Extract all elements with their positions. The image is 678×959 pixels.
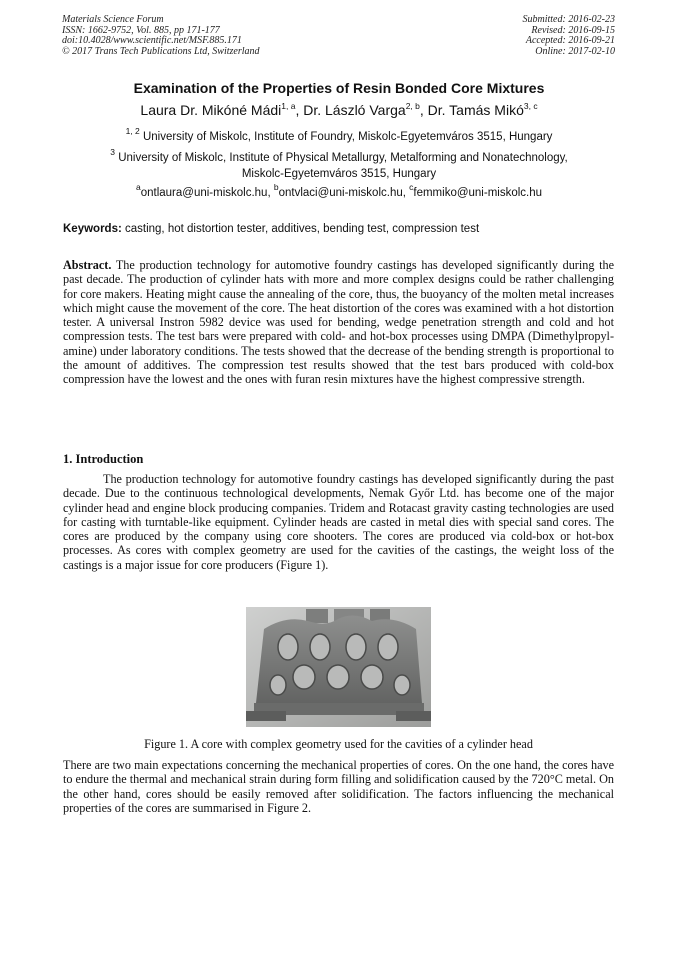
issn-line: ISSN: 1662-9752, Vol. 885, pp 171-177 (62, 24, 220, 36)
revised-date: Revised: 2016-09-15 (531, 24, 615, 36)
abstract (63, 258, 614, 387)
affiliation-superscript: 3 (110, 147, 115, 157)
intro-paragraph: The production technology for automotive foundry castings has developed significantly during the past decade. Due to the continuous technological developments, Nemak Győr Ltd. has become one of the major cylinder head and engine block producing companies. Tridem and Rotacast gravity casting technologies are used for casting with turntable-like equipment. Cylinder heads are casted in metal dies with special sand cores. The cores are produced by the company using core shooters. The cores are produced via cold-box or hot-box processes. As cores with complex geometry are used for the cavities of the castings, the weight loss of the castings is a major issue for core producers (Figure 1). (63, 472, 614, 572)
affiliation-3 (40, 147, 638, 182)
author-name: Laura Dr. Mikóné Mádi (140, 102, 282, 118)
affiliation-text: University of Miskolc, Institute of Physical Metallurgy, Metalforming and Nonatechnology, (118, 152, 568, 164)
email-superscript: a (135, 182, 141, 192)
body-paragraph: There are two main expectations concerning the mechanical properties of cores. On the one hand, the cores have to endure the thermal and mechanical strain during form filling and solidification caused by the 720°C metal. On the other hand, cores should be easily removed after solidification. The factors influencing the mechanical properties of the cores are summarised in Figure 2. (63, 758, 614, 815)
email-link[interactable]: femmiko@uni-miskolc.hu (413, 187, 543, 199)
submitted-date: Submitted: 2016-02-23 (522, 14, 615, 25)
affiliation-1 (40, 126, 638, 145)
affiliation-text: Miskolc-Egyetemváros 3515, Hungary (241, 168, 437, 180)
journal-name: Materials Science Forum (62, 14, 164, 25)
keywords-text: casting, hot distortion tester, additives, bending test, compression test (125, 223, 480, 235)
section-heading: 1. Introduction (63, 452, 144, 466)
doi-line[interactable]: doi:10.4028/www.scientific.net/MSF.885.171 (62, 35, 242, 46)
email-link[interactable]: ontlaura@uni-miskolc.hu (140, 187, 268, 199)
author-list: Laura Dr. Mikóné Mádi$^{1, a}$, Dr. László Varga$^{2, b}$, Dr. Tamás Mikó$^{3, c}$ (140, 101, 538, 118)
keywords (63, 223, 479, 235)
paper-title: Examination of the Properties of Resin Bonded Core Mixtures (133, 80, 545, 96)
copyright-line: © 2017 Trans Tech Publications Ltd, Switzerland (62, 45, 260, 57)
affiliation-text: University of Miskolc, Institute of Foundry, Miskolc-Egyetemváros 3515, Hungary (142, 131, 553, 143)
journal-info (62, 15, 260, 57)
author-superscript: 2, b (405, 101, 420, 111)
author-superscript: 1, a (281, 101, 296, 111)
email-list: $^a$ontlaura@uni-miskolc.hu, $^b$ontvlaci@uni-miskolc.hu, $^c$femmiko@uni-miskolc.hu (135, 182, 543, 199)
figure-caption: Figure 1. A core with complex geometry used for the cavities of a cylinder head (144, 737, 533, 751)
abstract-text: The production technology for automotive foundry castings has developed significantly during the past decade. The production of cylinder hats with more and more complex designs could be rather challenging for core makers. Heating might cause the annealing of the core, thus, the buoyancy of the molten metal increases which might cause the movement of the core. The heat distortion of the cores was examined with a hot distortion tester. A universal Instron 5982 device was used for bending, wedge penetration strength and cold and hot compression tests. The test bars were prepared with cold- and hot-box processes using DMPA (Dimethylpropyl-amine) under laboratory conditions. The tests showed that the decrease of the bending strength is proportional to the amount of additives. The compression test results showed that the test bars produced with cold-box compression have the lowest and the ones with furan resin mixtures have the highest compressive strength. (63, 258, 614, 387)
abstract-label: Abstract. (63, 258, 112, 272)
affiliation-superscript: 1, 2 (125, 126, 140, 136)
core-illustration (246, 607, 431, 727)
dates-info (523, 15, 616, 57)
email-link[interactable]: ontvlaci@uni-miskolc.hu (278, 187, 403, 199)
author-superscript: 3, c (523, 101, 538, 111)
author-name: Dr. László Varga (303, 102, 406, 118)
keywords-label: Keywords: (63, 223, 122, 235)
author-name: Dr. Tamás Mikó (427, 102, 524, 118)
figure-core-photo (246, 607, 431, 727)
email-superscript: c (409, 182, 414, 192)
online-date: Online: 2017-02-10 (535, 45, 615, 57)
accepted-date: Accepted: 2016-09-21 (525, 35, 615, 46)
email-superscript: b (273, 182, 279, 192)
